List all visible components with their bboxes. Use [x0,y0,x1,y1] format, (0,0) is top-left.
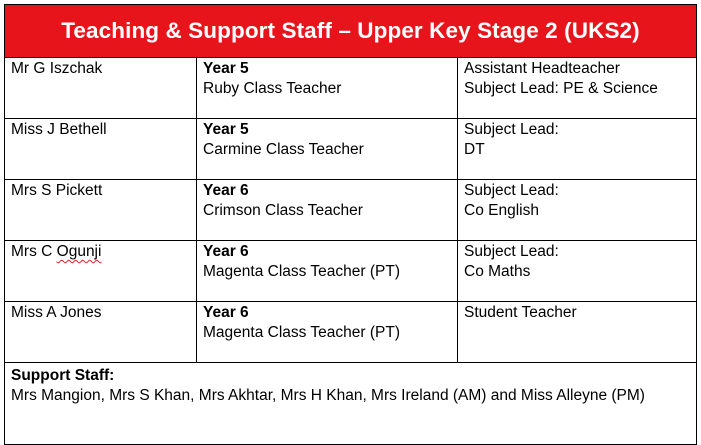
table-row [5,302,697,363]
staff-name-cell [5,241,197,302]
staff-year: Year 5 [203,121,249,138]
staff-role-line1: Subject Lead: [464,243,559,260]
staff-year: Year 6 [203,304,249,321]
staff-year-cell [197,241,458,302]
staff-role-line1: Subject Lead: [464,182,559,199]
staff-role-cell [458,241,697,302]
staff-name: Miss J Bethell [11,121,107,138]
staff-name-cell [5,180,197,241]
staff-role-cell [458,302,697,363]
staff-class: Magenta Class Teacher (PT) [203,324,400,341]
staff-class: Crimson Class Teacher [203,202,363,219]
staff-role-cell [458,180,697,241]
support-staff-names: Mrs Mangion, Mrs S Khan, Mrs Akhtar, Mrs H Khan, Mrs Ireland (AM) and Miss Alleyne (PM) [11,387,645,404]
staff-name-prefix: Mrs C [11,243,57,260]
table-row [5,119,697,180]
table-row [5,241,697,302]
title-row [5,5,697,58]
staff-role-cell [458,58,697,119]
staff-role-line2: DT [464,141,485,158]
spellcheck-surname: Ogunji [56,243,102,260]
staff-role-cell [458,119,697,180]
staff-name-cell [5,302,197,363]
staff-name [11,242,196,262]
staff-name: Mr G Iszchak [11,60,103,77]
staff-role-line1: Student Teacher [464,304,577,321]
staff-role-line1: Subject Lead: [464,121,559,138]
support-row [5,363,697,445]
staff-role-line2: Subject Lead: PE & Science [464,80,658,97]
table-row [5,58,697,119]
staff-role-line2: Co English [464,202,539,219]
staff-role-line1: Assistant Headteacher [464,60,620,77]
staff-role-line2: Co Maths [464,263,531,280]
staff-name-cell [5,119,197,180]
staff-year-cell [197,180,458,241]
staff-name-cell [5,58,197,119]
staff-class: Ruby Class Teacher [203,80,342,97]
staff-year-cell [197,302,458,363]
support-staff-heading: Support Staff: [11,367,115,384]
staff-name: Mrs S Pickett [11,182,103,199]
staff-year-cell [197,58,458,119]
staff-year: Year 5 [203,60,249,77]
staff-name: Miss A Jones [11,304,102,321]
staff-year-cell [197,119,458,180]
staff-year: Year 6 [203,243,249,260]
staff-table [4,4,697,445]
support-staff-cell [5,363,697,445]
staff-year: Year 6 [203,182,249,199]
staff-class: Carmine Class Teacher [203,141,364,158]
table-row [5,180,697,241]
table-title: Teaching & Support Staff – Upper Key Stage 2 (UKS2) [5,5,697,58]
staff-class: Magenta Class Teacher (PT) [203,263,400,280]
